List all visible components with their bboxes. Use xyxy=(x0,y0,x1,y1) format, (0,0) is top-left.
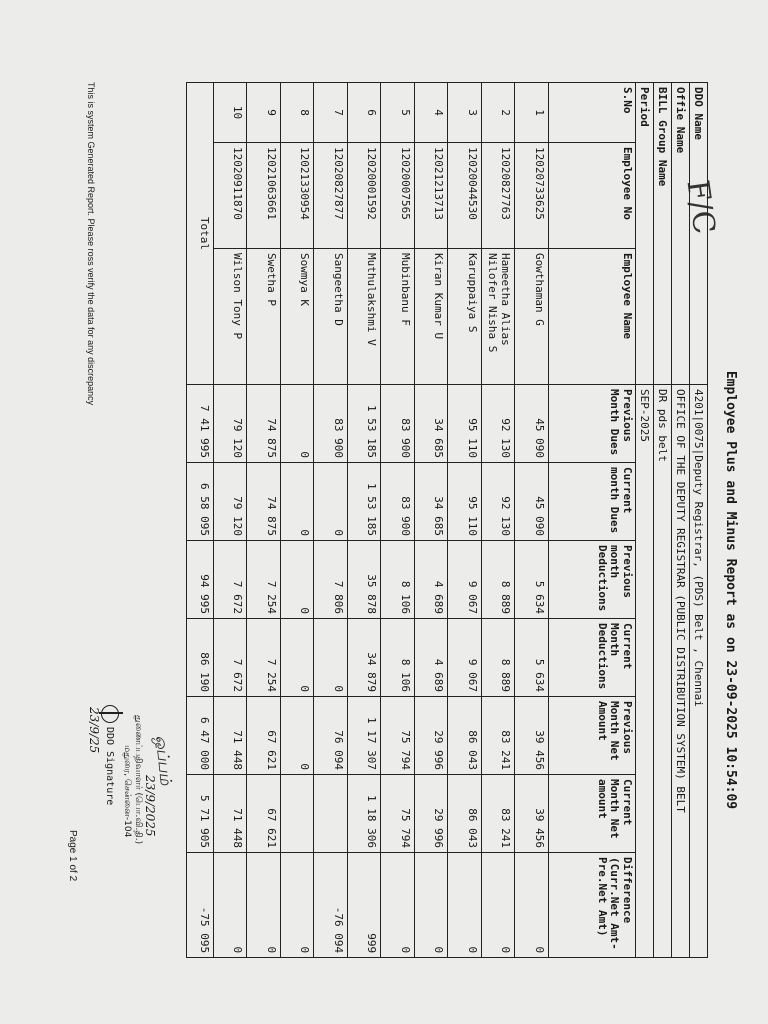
table-cell: 5 634 xyxy=(515,619,549,697)
table-cell: 67 621 xyxy=(247,697,281,775)
column-header: Previous Month Net Amount xyxy=(549,697,636,775)
header-field-value: DR pds belt xyxy=(654,385,672,958)
table-cell: 8 106 xyxy=(381,541,415,619)
total-cell: 6 47 000 xyxy=(187,697,214,775)
table-cell: 95 110 xyxy=(448,463,482,541)
table-cell: 12020007565 xyxy=(381,143,415,249)
table-cell: 8 106 xyxy=(381,619,415,697)
footer-note: This is system Generated Report. Please ross verify the data for any discrepancy xyxy=(86,82,96,406)
table-cell: 9 067 xyxy=(448,619,482,697)
table-cell: 12020911870 xyxy=(214,143,248,249)
table-row xyxy=(482,83,516,958)
table-cell: 3 xyxy=(448,83,482,143)
signature-stroke-icon xyxy=(101,705,119,723)
table-cell: 0 xyxy=(281,385,315,463)
table-cell: 12020827877 xyxy=(314,143,348,249)
table-cell: 35 878 xyxy=(348,541,382,619)
table-cell: 92 130 xyxy=(482,385,516,463)
table-cell: 12020001592 xyxy=(348,143,382,249)
header-field-row xyxy=(690,83,708,958)
table-cell: Swetha P xyxy=(247,249,281,385)
column-header: Previous month Deductions xyxy=(549,541,636,619)
ddo-signature-label: DDO Signature xyxy=(104,727,116,806)
table-row xyxy=(247,83,281,958)
report-table xyxy=(186,82,708,958)
table-cell: 12020044530 xyxy=(448,143,482,249)
column-header: Current Month Net amount xyxy=(549,775,636,853)
table-cell: 0 xyxy=(314,463,348,541)
page-number: Page 1 of 2 xyxy=(67,830,78,882)
header-field-row xyxy=(654,83,672,958)
table-cell: 83 900 xyxy=(314,385,348,463)
table-cell: 34 685 xyxy=(415,463,449,541)
table-cell: 45 090 xyxy=(515,463,549,541)
table-cell: -76 094 xyxy=(314,853,348,958)
total-row xyxy=(187,83,214,958)
ddo-signature-row xyxy=(101,705,119,875)
table-cell: 6 xyxy=(348,83,382,143)
table-row xyxy=(348,83,382,958)
table-cell: Wilson Tony P xyxy=(214,249,248,385)
header-field-label: BILL Group Name xyxy=(654,83,672,385)
table-cell: 76 094 xyxy=(314,697,348,775)
table-cell: 0 xyxy=(314,619,348,697)
table-cell: 79 120 xyxy=(214,385,248,463)
table-cell: 12020827763 xyxy=(482,143,516,249)
table-cell: 74 875 xyxy=(247,463,281,541)
table-cell: 999 xyxy=(348,853,382,958)
table-cell: 0 xyxy=(281,463,315,541)
table-cell: 83 900 xyxy=(381,463,415,541)
table-cell: 1 xyxy=(515,83,549,143)
handwritten-mark: F/C xyxy=(679,177,722,237)
table-cell: 79 120 xyxy=(214,463,248,541)
total-cell: 6 58 095 xyxy=(187,463,214,541)
header-field-label: Offie Name xyxy=(672,83,690,385)
table-cell: 7 672 xyxy=(214,541,248,619)
total-cell: 5 71 905 xyxy=(187,775,214,853)
table-cell: 0 xyxy=(281,697,315,775)
header-field-row xyxy=(636,83,654,958)
total-cell: 94 995 xyxy=(187,541,214,619)
table-cell: 92 130 xyxy=(482,463,516,541)
table-cell: 12020733625 xyxy=(515,143,549,249)
table-cell: 8 889 xyxy=(482,541,516,619)
table-cell: Gowthaman G xyxy=(515,249,549,385)
table-cell: 4 689 xyxy=(415,619,449,697)
table-cell: 4 xyxy=(415,83,449,143)
table-row xyxy=(214,83,248,958)
total-cell: 86 190 xyxy=(187,619,214,697)
table-cell: 39 456 xyxy=(515,775,549,853)
table-cell: 0 xyxy=(515,853,549,958)
table-cell: 0 xyxy=(281,619,315,697)
table-cell: 7 254 xyxy=(247,541,281,619)
table-cell: 2 xyxy=(482,83,516,143)
header-field-row xyxy=(672,83,690,958)
table-cell: 83 241 xyxy=(482,775,516,853)
header-field-label: Period xyxy=(636,83,654,385)
table-cell: 0 xyxy=(247,853,281,958)
table-cell: 0 xyxy=(415,853,449,958)
table-cell: 7 672 xyxy=(214,619,248,697)
table-cell: 71 448 xyxy=(214,697,248,775)
column-header: Current month Dues xyxy=(549,463,636,541)
table-cell: Kiran Kumar U xyxy=(415,249,449,385)
table-row xyxy=(281,83,315,958)
header-field-value: SEP-2025 xyxy=(636,385,654,958)
table-cell: 0 xyxy=(281,853,315,958)
table-cell: 75 794 xyxy=(381,697,415,775)
table-cell: 0 xyxy=(214,853,248,958)
table-cell: 8 889 xyxy=(482,619,516,697)
table-cell: 67 621 xyxy=(247,775,281,853)
table-cell: 34 685 xyxy=(415,385,449,463)
table-cell: Muthulakshmi V xyxy=(348,249,382,385)
total-label: Total xyxy=(187,83,214,385)
table-cell: Sowmya K xyxy=(281,249,315,385)
header-fields xyxy=(636,83,708,958)
column-header: S.No xyxy=(549,83,636,143)
table-cell: 29 996 xyxy=(415,697,449,775)
signature-place: மதுரை, சென்னை-104 xyxy=(122,745,132,838)
table-cell: 7 254 xyxy=(247,619,281,697)
table-cell: 71 448 xyxy=(214,775,248,853)
table-cell: Karuppaiya S xyxy=(448,249,482,385)
table-cell: 12021330954 xyxy=(281,143,315,249)
table-cell: 34 879 xyxy=(348,619,382,697)
column-header: Previous Month Dues xyxy=(549,385,636,463)
table-cell: 8 xyxy=(281,83,315,143)
table-cell: 1 53 185 xyxy=(348,385,382,463)
table-cell: Mubinbanu F xyxy=(381,249,415,385)
table-cell: 9 xyxy=(247,83,281,143)
report-title: Employee Plus and Minus Report as on 23-09-2025 10:54:09 xyxy=(723,370,738,810)
column-header: Employee No xyxy=(549,143,636,249)
table-cell: Sangeetha D xyxy=(314,249,348,385)
table-cell: 7 xyxy=(314,83,348,143)
table-cell: 86 043 xyxy=(448,775,482,853)
table-cell: 12021213713 xyxy=(415,143,449,249)
data-rows xyxy=(214,83,549,958)
signature-date: 23/9/2025 xyxy=(143,775,157,837)
report-table-wrap xyxy=(186,82,708,957)
header-field-value: OFFICE OF THE DEPUTY REGISTRAR (PUBLIC DISTRIBUTION SYSTEM) BELT xyxy=(672,385,690,958)
table-cell xyxy=(281,775,315,853)
table-row xyxy=(415,83,449,958)
table-cell: 0 xyxy=(281,541,315,619)
total-cell: 7 41 995 xyxy=(187,385,214,463)
table-cell: 45 090 xyxy=(515,385,549,463)
table-cell: 75 794 xyxy=(381,775,415,853)
column-header: Employee Name xyxy=(549,249,636,385)
table-cell: 95 110 xyxy=(448,385,482,463)
table-row xyxy=(381,83,415,958)
table-cell: 29 996 xyxy=(415,775,449,853)
table-cell: 83 900 xyxy=(381,385,415,463)
signature-office: துணைப்பதிவாளர் (பொ.வி.தி.) xyxy=(133,715,143,845)
table-row xyxy=(515,83,549,958)
table-cell: 83 241 xyxy=(482,697,516,775)
table-cell: 0 xyxy=(448,853,482,958)
table-cell: 0 xyxy=(482,853,516,958)
table-cell xyxy=(314,775,348,853)
column-header: Difference (Curr.Net Amt-Pre.Net Amt) xyxy=(549,853,636,958)
header-field-label: DDO Name xyxy=(690,83,708,385)
table-cell: 0 xyxy=(381,853,415,958)
table-cell: Hameetha Alias Nilofer Nisha S xyxy=(482,249,516,385)
header-field-value: 4201|0075|Deputy Registrar, (PDS) Belt , Chennai xyxy=(690,385,708,958)
table-cell: 86 043 xyxy=(448,697,482,775)
table-cell: 1 17 307 xyxy=(348,697,382,775)
signature-scrawl: ஒப்பம் xyxy=(151,734,176,787)
table-cell: 74 875 xyxy=(247,385,281,463)
table-cell: 9 067 xyxy=(448,541,482,619)
table-cell: 39 456 xyxy=(515,697,549,775)
table-row xyxy=(314,83,348,958)
table-cell: 10 xyxy=(214,83,248,143)
column-header: Current Month Deductions xyxy=(549,619,636,697)
table-cell: 12021063661 xyxy=(247,143,281,249)
total-cell: -75 095 xyxy=(187,853,214,958)
table-cell: 7 806 xyxy=(314,541,348,619)
table-cell: 5 xyxy=(381,83,415,143)
table-row xyxy=(448,83,482,958)
table-cell: 1 18 306 xyxy=(348,775,382,853)
table-cell: 1 53 185 xyxy=(348,463,382,541)
table-cell: 5 634 xyxy=(515,541,549,619)
signature-block xyxy=(87,705,178,875)
column-header-row xyxy=(549,83,636,958)
table-cell: 4 689 xyxy=(415,541,449,619)
signature-initial: 23/9/25 xyxy=(87,707,101,754)
